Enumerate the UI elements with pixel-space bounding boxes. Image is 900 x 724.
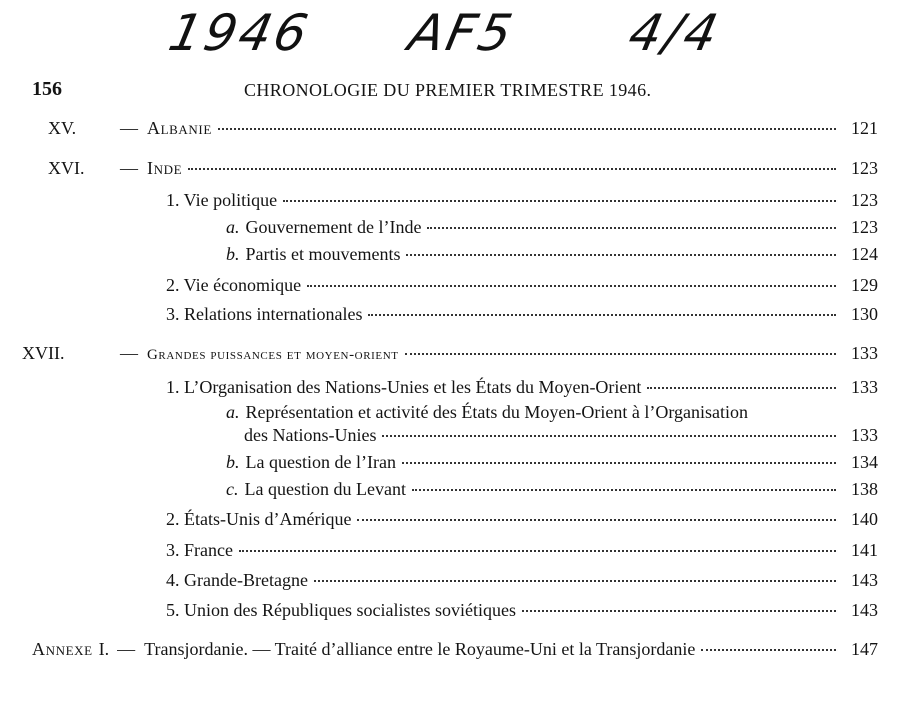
page-ref: 123 xyxy=(851,158,878,178)
toc-subsubentry-line1 xyxy=(226,402,748,423)
running-title: CHRONOLOGIE DU PREMIER TRIMESTRE 1946. xyxy=(244,80,652,100)
section-title: Albanie xyxy=(147,118,212,138)
em-dash: — xyxy=(117,639,136,659)
subentry-label: La question de l’Iran xyxy=(245,452,396,472)
dot-leader xyxy=(412,489,836,491)
handwritten-annotation xyxy=(160,4,760,70)
dot-leader xyxy=(701,649,836,651)
subentry-label: Gouvernement de l’Inde xyxy=(245,217,422,237)
dot-leader xyxy=(283,200,836,202)
page-number: 156 xyxy=(32,78,62,100)
em-dash: — xyxy=(120,343,138,363)
subentry-label: 3. Relations internationales xyxy=(166,304,363,324)
item-letter: a. xyxy=(226,217,240,237)
toc-subentry xyxy=(166,509,878,530)
page-ref: 130 xyxy=(851,304,878,324)
toc-subsubentry xyxy=(226,217,878,238)
page-ref: 123 xyxy=(851,190,878,210)
dot-leader xyxy=(427,227,836,229)
subentry-label: 4. Grande-Bretagne xyxy=(166,570,308,590)
page-ref: 141 xyxy=(851,540,878,560)
toc-subentry xyxy=(166,570,878,591)
subentry-label-cont: des Nations-Unies xyxy=(244,425,377,445)
toc-entry-xv xyxy=(48,118,878,139)
dot-leader xyxy=(188,168,836,170)
subentry-label: 1. L’Organisation des Nations-Unies et les États du Moyen-Orient xyxy=(166,377,642,397)
toc-subentry xyxy=(166,600,878,621)
em-dash: — xyxy=(120,158,138,178)
dot-leader xyxy=(405,353,836,355)
page-ref: 140 xyxy=(851,509,878,529)
handwritten-code: AF5 xyxy=(403,4,520,62)
page-ref: 129 xyxy=(851,275,878,295)
subentry-label: 1. Vie politique xyxy=(166,190,278,210)
section-title: Inde xyxy=(147,158,183,178)
subentry-label: 5. Union des Républiques socialistes soviétiques xyxy=(166,600,516,620)
dot-leader xyxy=(382,435,836,437)
subentry-label: 3. France xyxy=(166,540,233,560)
dot-leader xyxy=(314,580,836,582)
subentry-label: Représentation et activité des États du Moyen-Orient à l’Organisation xyxy=(245,402,749,422)
subentry-label: 2. Vie économique xyxy=(166,275,302,295)
subentry-label: Partis et mouvements xyxy=(245,244,401,264)
toc-subsubentry xyxy=(226,479,878,500)
subentry-label: 2. États-Unis d’Amérique xyxy=(166,509,352,529)
page-ref: 143 xyxy=(851,570,878,590)
section-title: Grandes puissances et moyen-orient xyxy=(147,347,399,363)
section-numeral: XVII. xyxy=(22,343,65,363)
item-letter: b. xyxy=(226,244,240,264)
page-ref: 133 xyxy=(851,425,878,445)
section-numeral: XVI. xyxy=(48,158,85,178)
page-ref: 138 xyxy=(851,479,878,499)
toc-entry-xvii xyxy=(22,343,878,364)
page-ref: 123 xyxy=(851,217,878,237)
toc-subentry xyxy=(166,190,878,211)
page-ref: 143 xyxy=(851,600,878,620)
item-letter: b. xyxy=(226,452,240,472)
toc-subentry xyxy=(166,540,878,561)
dot-leader xyxy=(218,128,836,130)
page-ref: 121 xyxy=(851,118,878,138)
page-ref: 134 xyxy=(851,452,878,472)
dot-leader xyxy=(239,550,836,552)
handwritten-fraction: 4/4 xyxy=(623,4,726,62)
handwritten-year: 1946 xyxy=(163,4,316,62)
toc-annexe xyxy=(32,639,878,660)
item-letter: a. xyxy=(226,402,240,422)
dot-leader xyxy=(368,314,836,316)
dot-leader xyxy=(647,387,836,389)
annexe-text: Transjordanie. — Traité d’alliance entre le Royaume-Uni et la Transjordanie xyxy=(144,639,696,659)
toc-subsubentry xyxy=(226,244,878,265)
page-ref: 147 xyxy=(851,639,878,659)
annexe-numeral: I. xyxy=(98,639,110,659)
toc-subentry xyxy=(166,275,878,296)
item-letter: c. xyxy=(226,479,239,499)
em-dash: — xyxy=(120,118,138,138)
toc-subentry xyxy=(166,304,878,325)
toc-subsubentry xyxy=(226,452,878,473)
subentry-label: La question du Levant xyxy=(244,479,406,499)
dot-leader xyxy=(357,519,836,521)
dot-leader xyxy=(406,254,836,256)
dot-leader xyxy=(522,610,836,612)
annexe-label: Annexe xyxy=(32,639,93,659)
toc-subsubentry-line2 xyxy=(244,425,878,446)
page-ref: 133 xyxy=(851,343,878,363)
section-numeral: XV. xyxy=(48,118,77,138)
page-ref: 133 xyxy=(851,377,878,397)
dot-leader xyxy=(402,462,836,464)
dot-leader xyxy=(307,285,836,287)
toc-subentry xyxy=(166,377,878,398)
page-ref: 124 xyxy=(851,244,878,264)
toc-entry-xvi xyxy=(48,158,878,179)
